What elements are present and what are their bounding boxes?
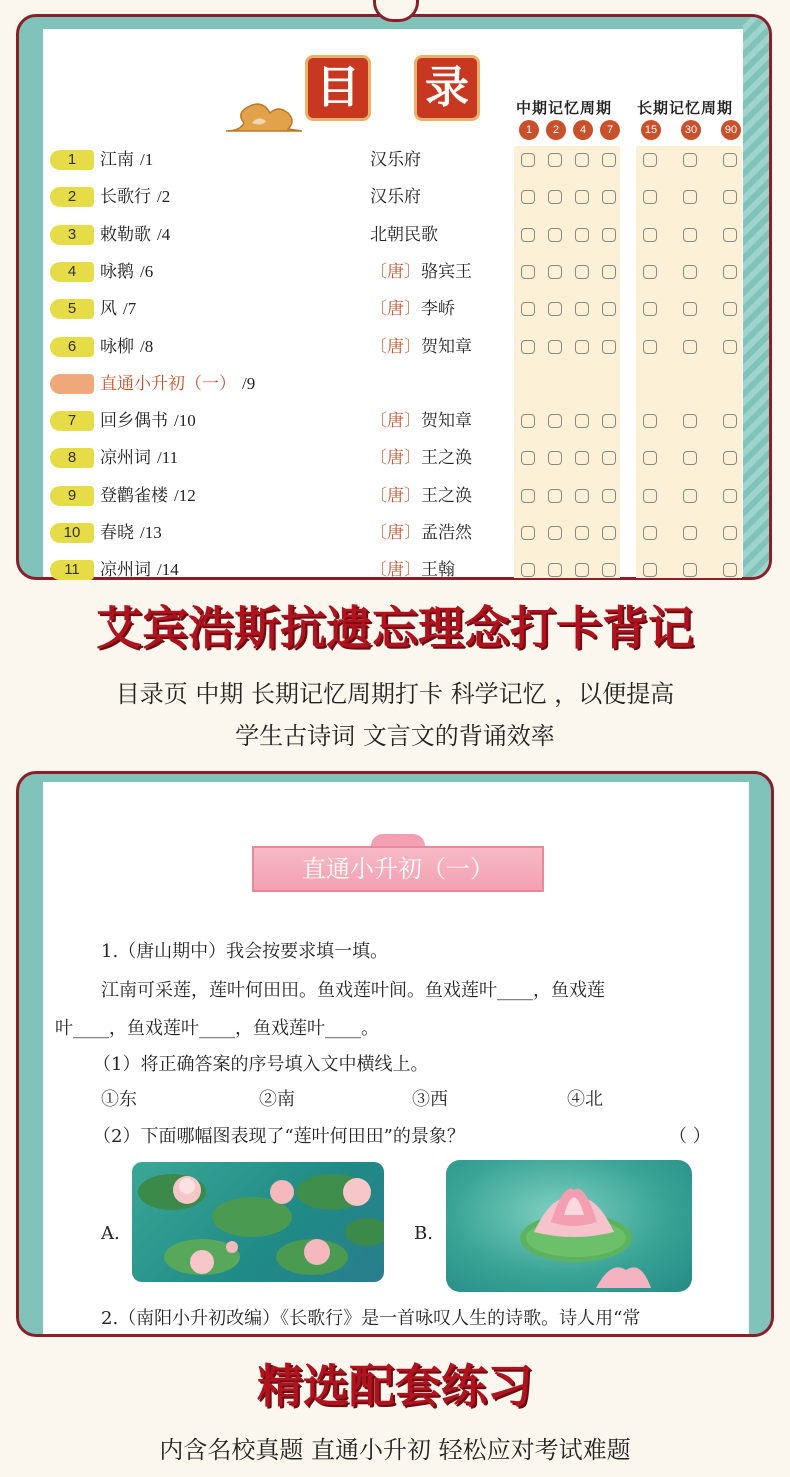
memory-checkbox-long-7[interactable] [723, 153, 737, 167]
toc-row-author [370, 260, 472, 284]
toc-row-title [100, 297, 136, 321]
q1-text-line-1: 江南可采莲，莲叶何田田。鱼戏莲叶间。鱼戏莲叶____，鱼戏莲 [101, 980, 605, 1001]
cloud-decoration-icon [222, 95, 302, 135]
toc-row-author [370, 335, 472, 359]
memory-checkbox-mid-4[interactable] [602, 489, 616, 503]
memory-checkbox-mid-3[interactable] [575, 190, 589, 204]
memory-checkbox-mid-4[interactable] [602, 302, 616, 316]
toc-row-dynasty: 〔唐〕 [370, 523, 421, 543]
toc-row-author-name: 贺知章 [421, 411, 472, 432]
toc-row-title-text: 登鹳雀楼 [100, 485, 168, 506]
memory-checkbox-mid-2[interactable] [548, 153, 562, 167]
memory-checkbox-mid-2[interactable] [548, 265, 562, 279]
toc-row-author [370, 484, 472, 508]
memory-checkbox-long-5[interactable] [643, 451, 657, 465]
memory-checkbox-mid-3[interactable] [575, 414, 589, 428]
option-east: ①东 [101, 1089, 137, 1110]
toc-row-number-badge: 11 [50, 560, 94, 580]
memory-checkbox-long-5[interactable] [643, 228, 657, 242]
memory-checkbox-long-6[interactable] [683, 190, 697, 204]
toc-row-page: /13 [140, 523, 162, 542]
memory-checkbox-mid-1[interactable] [521, 340, 535, 354]
toc-row-author [370, 409, 472, 433]
toc-row-number-badge: 2 [50, 187, 94, 207]
toc-row-author [370, 223, 438, 247]
toc-row-page: /14 [157, 560, 179, 580]
memory-checkbox-long-7[interactable] [723, 451, 737, 465]
memory-checkbox-long-6[interactable] [683, 302, 697, 316]
toc-row-page: /11 [157, 448, 179, 468]
image-b-label: B. [414, 1223, 433, 1244]
toc-row-number-badge: 6 [50, 337, 94, 357]
memory-checkbox-mid-2[interactable] [548, 526, 562, 540]
heading-practice: 精选配套练习 [257, 1359, 533, 1413]
memory-checkbox-mid-2[interactable] [548, 190, 562, 204]
toc-row-author-name: 北朝民歌 [370, 224, 438, 245]
cycle-7-badge: 7 [600, 120, 620, 140]
memory-checkbox-long-5[interactable] [643, 340, 657, 354]
toc-row-title-text: 风 [100, 299, 117, 320]
memory-checkbox-mid-3[interactable] [575, 153, 589, 167]
toc-row-author [370, 558, 455, 582]
memory-checkbox-long-5[interactable] [643, 265, 657, 279]
mid-term-header: 中期记忆周期 [516, 99, 613, 117]
toc-row [50, 558, 770, 582]
memory-checkbox-mid-2[interactable] [548, 340, 562, 354]
toc-row-author-name: 王之涣 [421, 448, 472, 469]
lotus-image-b [446, 1160, 692, 1292]
option-north: ④北 [567, 1089, 603, 1110]
memory-checkbox-mid-2[interactable] [548, 563, 562, 577]
toc-row-title-text: 直通小升初（一） [100, 373, 236, 394]
toc-row-title-text: 敕勒歌 [100, 224, 151, 245]
memory-checkbox-long-7[interactable] [723, 228, 737, 242]
toc-row-number-badge: 5 [50, 299, 94, 319]
toc-row-title-text: 回乡偶书 [100, 411, 168, 432]
toc-row-author [370, 521, 472, 545]
memory-checkbox-mid-1[interactable] [521, 153, 535, 167]
memory-checkbox-long-6[interactable] [683, 340, 697, 354]
answer-paren: （ ） [669, 1126, 711, 1147]
mid-term-column-bg [514, 146, 620, 578]
toc-row-author-name: 骆宾王 [421, 261, 472, 282]
toc-row-title-text: 长歌行 [100, 187, 151, 208]
memory-checkbox-mid-3[interactable] [575, 265, 589, 279]
memory-checkbox-mid-1[interactable] [521, 414, 535, 428]
q1-sub-2: （2）下面哪幅图表现了“莲叶何田田”的景象？ [93, 1126, 465, 1147]
toc-row-title [100, 372, 255, 396]
memory-checkbox-long-5[interactable] [643, 563, 657, 577]
toc-row-author [370, 297, 455, 321]
memory-checkbox-long-5[interactable] [643, 153, 657, 167]
toc-row [50, 521, 770, 545]
cycle-90-badge: 90 [721, 120, 741, 140]
toc-row-number-badge [50, 374, 94, 394]
memory-checkbox-long-6[interactable] [683, 265, 697, 279]
memory-checkbox-long-6[interactable] [683, 153, 697, 167]
toc-row-dynasty: 〔唐〕 [370, 485, 421, 506]
toc-row-title-text: 咏柳 [100, 336, 134, 357]
memory-checkbox-long-6[interactable] [683, 563, 697, 577]
toc-row-author-name: 李峤 [421, 299, 455, 320]
toc-row [50, 223, 770, 247]
option-south: ②南 [259, 1089, 295, 1110]
toc-row-title [100, 409, 196, 433]
toc-row-dynasty: 〔唐〕 [370, 560, 421, 581]
memory-checkbox-mid-3[interactable] [575, 451, 589, 465]
toc-row-title-text: 春晓 [100, 523, 134, 543]
toc-row-number-badge: 9 [50, 486, 94, 506]
memory-checkbox-long-7[interactable] [723, 265, 737, 279]
memory-checkbox-mid-2[interactable] [548, 414, 562, 428]
memory-checkbox-long-7[interactable] [723, 414, 737, 428]
exercise-banner: 直通小升初（一） [252, 846, 544, 892]
memory-checkbox-long-7[interactable] [723, 526, 737, 540]
toc-row-author-name: 贺知章 [421, 336, 472, 357]
subtitle-line-1: 目录页 中期 长期记忆周期打卡 科学记忆 ，以便提高 [115, 680, 675, 708]
toc-row [50, 148, 770, 172]
memory-checkbox-long-6[interactable] [683, 228, 697, 242]
memory-checkbox-long-5[interactable] [643, 489, 657, 503]
toc-row-title [100, 558, 179, 582]
subtitle-line-2: 学生古诗词 文言文的背诵效率 [235, 722, 555, 750]
toc-row-title-text: 江南 [100, 150, 134, 170]
toc-row [50, 260, 770, 284]
memory-checkbox-mid-3[interactable] [575, 526, 589, 540]
toc-row-author-name: 汉乐府 [370, 187, 421, 208]
memory-checkbox-mid-1[interactable] [521, 190, 535, 204]
toc-row-page: /9 [242, 373, 256, 393]
toc-row-author-name: 王翰 [421, 560, 455, 581]
memory-checkbox-long-7[interactable] [723, 340, 737, 354]
toc-row-page: /7 [123, 299, 137, 319]
toc-row-review [50, 372, 770, 396]
toc-row-page: /4 [157, 224, 171, 244]
toc-row-number-badge: 7 [50, 411, 94, 431]
memory-checkbox-mid-2[interactable] [548, 228, 562, 242]
memory-checkbox-mid-3[interactable] [575, 228, 589, 242]
memory-checkbox-mid-1[interactable] [521, 489, 535, 503]
toc-row-title [100, 260, 153, 284]
memory-checkbox-mid-1[interactable] [521, 451, 535, 465]
memory-checkbox-long-5[interactable] [643, 414, 657, 428]
toc-row-title [100, 484, 196, 508]
memory-checkbox-mid-1[interactable] [521, 302, 535, 316]
long-term-header: 长期记忆周期 [637, 99, 734, 117]
exercise-panel [16, 771, 774, 1337]
toc-row-page: /8 [140, 336, 154, 356]
memory-checkbox-long-6[interactable] [683, 489, 697, 503]
toc-row-author-name: 王之涣 [421, 485, 472, 506]
memory-checkbox-long-7[interactable] [723, 302, 737, 316]
toc-row-number-badge: 4 [50, 262, 94, 282]
toc-row-author-name: 孟浩然 [421, 523, 472, 543]
memory-checkbox-long-6[interactable] [683, 414, 697, 428]
toc-row-dynasty: 〔唐〕 [370, 261, 421, 282]
toc-row-title [100, 148, 153, 172]
cycle-4-badge: 4 [573, 120, 593, 140]
memory-checkbox-mid-4[interactable] [602, 228, 616, 242]
q1-sub-1: （1）将正确答案的序号填入文中横线上。 [93, 1054, 429, 1075]
toc-row-title [100, 223, 170, 247]
toc-row-number-badge: 1 [50, 150, 94, 170]
toc-row-page: /1 [140, 150, 154, 169]
memory-checkbox-mid-3[interactable] [575, 489, 589, 503]
memory-checkbox-mid-1[interactable] [521, 265, 535, 279]
memory-checkbox-mid-4[interactable] [602, 265, 616, 279]
q1-heading: 1.（唐山期中）我会按要求填一填。 [101, 941, 389, 962]
memory-checkbox-mid-1[interactable] [521, 563, 535, 577]
cycle-1-badge: 1 [519, 120, 539, 140]
memory-checkbox-mid-3[interactable] [575, 563, 589, 577]
memory-checkbox-mid-2[interactable] [548, 489, 562, 503]
lotus-pond-image-a [132, 1162, 384, 1282]
image-a-label: A. [101, 1223, 120, 1244]
toc-row-title-text: 凉州词 [100, 448, 151, 469]
toc-row [50, 484, 770, 508]
memory-checkbox-mid-1[interactable] [521, 526, 535, 540]
memory-checkbox-mid-4[interactable] [602, 190, 616, 204]
memory-checkbox-long-6[interactable] [683, 526, 697, 540]
memory-checkbox-mid-4[interactable] [602, 153, 616, 167]
q2-text: 2.（南阳小升初改编）《长歌行》是一首咏叹人生的诗歌。诗人用“常 [101, 1308, 641, 1329]
memory-checkbox-long-7[interactable] [723, 190, 737, 204]
memory-checkbox-mid-4[interactable] [602, 451, 616, 465]
toc-row [50, 185, 770, 209]
subtitle-practice: 内含名校真题 直通小升初 轻松应对考试难题 [159, 1436, 631, 1464]
toc-row-author [370, 148, 421, 172]
memory-checkbox-mid-4[interactable] [602, 414, 616, 428]
q1-text-line-2: 叶____，鱼戏莲叶____，鱼戏莲叶____。 [55, 1018, 379, 1039]
heading-memory-method: 艾宾浩斯抗遗忘理念打卡背记 [96, 601, 694, 655]
toc-row [50, 409, 770, 433]
toc-row-dynasty: 〔唐〕 [370, 411, 421, 432]
memory-checkbox-long-6[interactable] [683, 451, 697, 465]
toc-row-author [370, 446, 472, 470]
memory-checkbox-mid-2[interactable] [548, 302, 562, 316]
memory-checkbox-mid-1[interactable] [521, 228, 535, 242]
toc-row-title [100, 185, 170, 209]
toc-row-page: /6 [140, 261, 154, 281]
toc-row-title [100, 521, 162, 545]
memory-checkbox-long-5[interactable] [643, 302, 657, 316]
toc-row-author-name: 汉乐府 [370, 150, 421, 170]
toc-row-number-badge: 10 [50, 523, 94, 543]
memory-checkbox-mid-4[interactable] [602, 340, 616, 354]
memory-checkbox-mid-3[interactable] [575, 302, 589, 316]
memory-checkbox-long-7[interactable] [723, 489, 737, 503]
memory-checkbox-mid-2[interactable] [548, 451, 562, 465]
memory-checkbox-mid-3[interactable] [575, 340, 589, 354]
toc-row-dynasty: 〔唐〕 [370, 336, 421, 357]
toc-row [50, 297, 770, 321]
toc-row [50, 335, 770, 359]
cycle-2-badge: 2 [546, 120, 566, 140]
toc-row-number-badge: 8 [50, 448, 94, 468]
toc-row-author [370, 185, 421, 209]
toc-row [50, 446, 770, 470]
memory-checkbox-long-5[interactable] [643, 526, 657, 540]
toc-row-number-badge: 3 [50, 225, 94, 245]
toc-row-page: /10 [174, 411, 196, 431]
memory-checkbox-long-5[interactable] [643, 190, 657, 204]
toc-row-page: /12 [174, 485, 196, 505]
memory-checkbox-mid-4[interactable] [602, 563, 616, 577]
memory-checkbox-mid-4[interactable] [602, 526, 616, 540]
option-west: ③西 [412, 1089, 448, 1110]
toc-row-title [100, 335, 153, 359]
toc-row-title [100, 446, 178, 470]
toc-title-char-1: 目 [305, 55, 371, 121]
toc-row-page: /2 [157, 187, 171, 207]
toc-row-title-text: 凉州词 [100, 560, 151, 581]
long-term-column-bg [636, 146, 742, 578]
cycle-30-badge: 30 [681, 120, 701, 140]
cycle-15-badge: 15 [641, 120, 661, 140]
toc-title-char-2: 录 [414, 55, 480, 121]
toc-row-title-text: 咏鹅 [100, 261, 134, 282]
toc-row-dynasty: 〔唐〕 [370, 448, 421, 469]
memory-checkbox-long-7[interactable] [723, 563, 737, 577]
toc-row-dynasty: 〔唐〕 [370, 299, 421, 320]
